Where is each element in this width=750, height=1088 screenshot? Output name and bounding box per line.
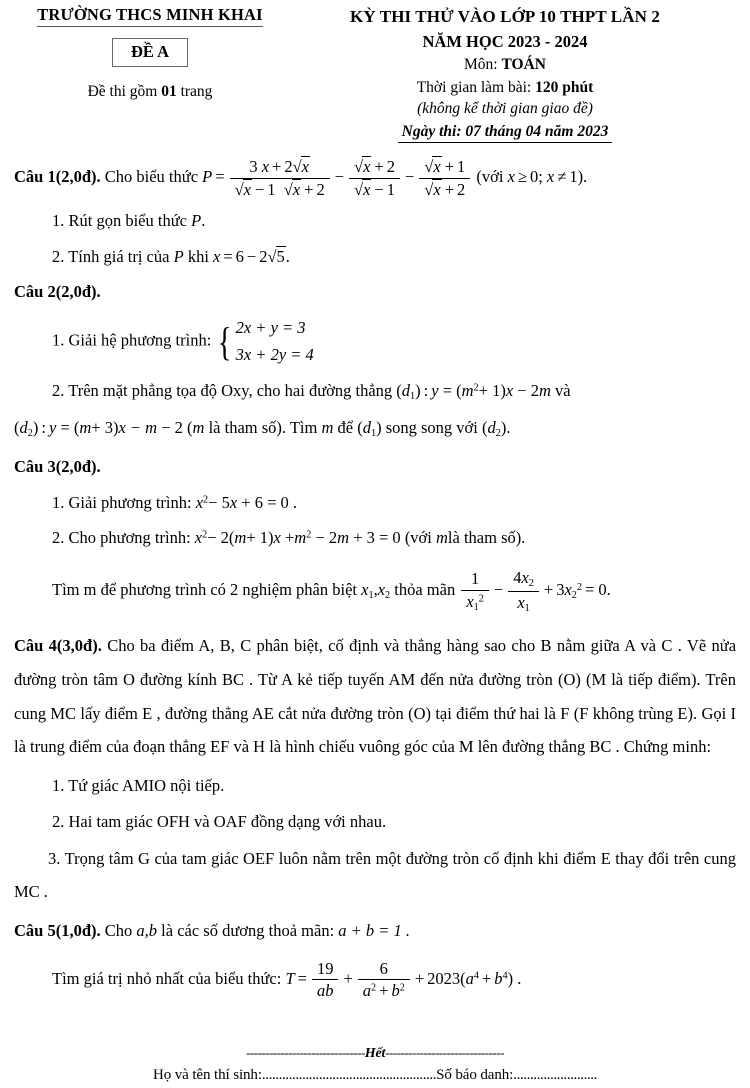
q1-item-1 (14, 208, 736, 235)
q2-d1-letter: d (401, 380, 411, 400)
subject-value: TOÁN (501, 56, 546, 74)
q1-item2-eq: = (223, 246, 233, 266)
q2-param-de: để (337, 418, 354, 438)
q1-f2-den-minus: − (374, 179, 384, 199)
q5-eq: = (297, 968, 307, 988)
q3-eq1-x2: x (229, 492, 238, 512)
q1-f1-den-sqrt2 (284, 180, 301, 199)
q5-ab: a,b (136, 921, 158, 941)
q1-fraction-2 (349, 157, 400, 199)
school-name: TRƯỜNG THCS MINH KHAI (37, 6, 263, 27)
duration-prefix: Thời gian làm bài: (416, 79, 536, 97)
q5-f2-den-plus: + (379, 981, 389, 1001)
q1-cond-ge: ≥ (517, 166, 527, 186)
q1-f3-num-one: 1 (457, 157, 466, 177)
q3-item-2 (14, 525, 736, 552)
q1-f2-den-one: 1 (386, 179, 395, 199)
radical-icon: √ (283, 179, 293, 199)
question-3 (14, 454, 736, 481)
q1-f3-den-sqrt-body: x (433, 179, 441, 199)
q2-item1-text: 1. Giải hệ phương trình: (52, 330, 212, 350)
q2-d2-ref: $(d_2)$ (481, 418, 507, 439)
question-5-label: Câu 5(1,0đ). (14, 921, 101, 941)
q2-end-dot: . (506, 418, 511, 438)
q2-d1-plus1: + 1) (478, 380, 506, 400)
q2-param-text: là tham số). Tìm (208, 418, 318, 438)
exam-body (0, 157, 750, 1001)
q1-f3-num-sqrt (424, 157, 441, 176)
q2-item-2: 2. Trên mặt phẳng tọa độ Oxy, cho hai đường thẳng $(d_1)$ : $y = (m^2+ 1)x - 2m$ và (52, 380, 571, 402)
q1-cond-x1: x (507, 166, 515, 186)
question-2-label: Câu 2(2,0đ). (14, 282, 101, 302)
q2-d1-x: x (505, 380, 514, 400)
q2-d1-ref-sub: 1 (370, 427, 377, 439)
q5-f2-num: 6 (379, 958, 388, 978)
q1-f3-den-sqrt (424, 180, 441, 199)
q1-f1-num-plus: + (272, 157, 282, 177)
q3-eq2-x: x (194, 528, 203, 548)
question-1 (14, 157, 736, 199)
q5-f2-den-a: a (362, 981, 372, 1001)
q1-cond-ne: ≠ (557, 166, 567, 186)
q1-item2-varP: P (173, 246, 184, 266)
q5-intro: Cho (104, 921, 133, 941)
q3-eq2-pow: 2 (202, 530, 208, 542)
q5-find-text: Tìm giá trị nhỏ nhất của biểu thức: (52, 968, 282, 988)
q3-root1: x (361, 580, 369, 600)
q1-f1-den-minus: − (254, 179, 265, 199)
q3-item3-text-b: thỏa mãn (394, 580, 456, 600)
q5-plus-2: + (414, 968, 425, 988)
q3-plus: + (543, 580, 554, 600)
q1-f3-num-plus: + (444, 157, 454, 177)
q3-eq2-c: + (284, 528, 295, 548)
q5-t-b-pow: 4 (502, 970, 508, 982)
q1-fraction-3 (419, 157, 470, 199)
question-1-intro: Cho biểu thức (104, 166, 199, 186)
end-dash-right: ------------------------------- (385, 1045, 504, 1060)
question-1-label: Câu 1(2,0đ). (14, 166, 101, 186)
q3-eq2-pow2: 2 (306, 530, 312, 542)
radical-icon: √ (354, 157, 364, 177)
q3-f1-num: 1 (470, 569, 480, 589)
q2-d2-y: y (48, 418, 57, 438)
q1-var-P: P (202, 166, 213, 186)
q1-f1-sqrt-body: x (301, 157, 309, 177)
radical-icon: √ (234, 179, 244, 199)
end-dash-left: ------------------------------- (246, 1045, 365, 1060)
q1-cond-one: 1). (569, 166, 588, 186)
q2-va: và (555, 380, 571, 400)
q3-cond-text: là tham số). (447, 528, 526, 548)
q5-text: là các số dương thoả mãn: (161, 921, 335, 941)
q4-item-1: 1. Tứ giác AMIO nội tiếp. (52, 776, 225, 796)
q2-d2-minus2: − 2 (161, 418, 183, 438)
q3-eq2-a: − 2( (207, 528, 235, 548)
question-3-label: Câu 3(2,0đ). (14, 456, 101, 476)
q3-eq-zero: = 0. (584, 580, 611, 600)
q3-f2-num-4: 4 (513, 568, 522, 588)
q1-item2-minus: − (246, 246, 257, 266)
q1-f1-den-sqrt1 (235, 180, 252, 199)
header-right-block (300, 6, 750, 143)
q2-d2-minus-m: − m (129, 418, 158, 438)
q2-item-1 (14, 315, 736, 368)
document-footer (0, 1045, 750, 1084)
q3-eq2-m2: m (294, 528, 307, 548)
q5-f2-den-b: b (391, 981, 400, 1001)
q3-t3-sub: 2 (571, 590, 577, 602)
q1-f3-den-two: 2 (457, 179, 466, 199)
q2-d1-m2: m (538, 380, 551, 400)
q3-comma: , (373, 580, 378, 600)
q5-f2-den-b-pow: 2 (399, 983, 405, 995)
q2-param-m: m (192, 418, 205, 438)
q2-system-rows (235, 315, 314, 368)
q5-f1-den: ab (312, 979, 339, 1000)
q2-system-brace (215, 315, 313, 368)
q3-f2-num (508, 568, 539, 591)
q5-expression-line (14, 959, 736, 1001)
q1-f2-denominator (349, 178, 400, 199)
q5-t-a: a (465, 968, 474, 988)
q5-plus-1: + (343, 968, 353, 988)
q1-f1-sqrt-x (293, 157, 310, 176)
q1-item2-dot: . (285, 246, 290, 266)
question-5 (14, 918, 736, 945)
subject-line (300, 56, 710, 74)
q3-f2-den-x: x (517, 592, 525, 612)
q5-t-b: b (494, 968, 503, 988)
candidate-info-line (0, 1067, 750, 1084)
candidate-name-label: Họ và tên thí sinh: (152, 1067, 262, 1083)
q1-item-2 (14, 244, 736, 271)
radical-icon: √ (424, 157, 434, 177)
page-count-prefix: Đề thi gồm (87, 82, 162, 100)
q1-f2-num-plus: + (374, 157, 384, 177)
q3-eq1-rest: − 5 (208, 492, 230, 512)
q5-cond: a + b = 1 . (338, 921, 411, 941)
q3-item-1 (14, 490, 736, 517)
duration-note: (không kể thời gian giao đề) (417, 100, 593, 118)
q1-f1-den-one: 1 (267, 179, 276, 199)
q3-cond-open: (với (404, 528, 432, 548)
question-4-label: Câu 4(3,0đ). (14, 635, 102, 655)
q1-f1-denominator (230, 178, 330, 199)
q1-f1-den-two: 2 (316, 179, 325, 199)
page-count-suffix: trang (176, 82, 213, 100)
q2-d2-sub: 2 (27, 427, 33, 439)
q2-d1-pow: 2 (473, 382, 479, 394)
q1-f3-den-plus: + (444, 179, 454, 199)
exam-date: Ngày thi: 07 tháng 04 năm 2023 (398, 123, 613, 143)
q3-root1-sub: 1 (368, 590, 374, 602)
radical-icon: √ (292, 157, 302, 177)
q1-item2-six: 6 (235, 246, 244, 266)
q5-T: T (285, 968, 295, 988)
exam-title: KỲ THI THỬ VÀO LỚP 10 THPT LẦN 2 (350, 7, 660, 26)
q1-f2-numerator (349, 157, 400, 177)
question-2 (14, 279, 736, 306)
q4-item-3: 3. Trọng tâm G của tam giác OEF luôn nằm trên một đường tròn cố định khi điểm E thay đổi trên cung MC . (14, 848, 736, 902)
brace-icon: { (218, 319, 232, 365)
q3-eq2-x2: x (273, 528, 281, 548)
q1-item1-end: . (201, 211, 206, 231)
q2-d1-m: m (461, 380, 474, 400)
q2-d2-ref-sub: 2 (495, 427, 501, 439)
page-count-line (0, 83, 300, 101)
duration-line (300, 79, 710, 97)
q3-f2-num-sub: 2 (528, 577, 534, 589)
q3-item1-text: 1. Giải phương trình: (52, 492, 192, 512)
q2-d2-x: x (118, 418, 126, 438)
q2-d2-ref-letter: d (487, 418, 496, 438)
q5-fraction-2 (358, 959, 410, 1001)
q1-f1-num-3: 3 (249, 157, 258, 177)
q2-d1-eq: = ( (442, 380, 462, 400)
q1-f2-num-sqrt (354, 157, 371, 176)
q5-t-close: ) . (507, 968, 522, 988)
q5-coef: 2023( (427, 968, 466, 988)
q1-fraction-1 (230, 157, 330, 199)
q1-f2-den-sqrt-body: x (363, 179, 371, 199)
q1-item2-two: 2 (259, 246, 268, 266)
q1-f2-num-sqrt-body: x (363, 157, 371, 177)
q3-fraction-2 (508, 568, 539, 615)
end-marker-text: Hết (364, 1046, 386, 1061)
q3-eq1-end: + 6 = 0 . (241, 492, 298, 512)
q1-item2-x: x (213, 246, 221, 266)
q3-minus: − (493, 580, 504, 600)
q3-item2-text: 2. Cho phương trình: (52, 528, 191, 548)
q5-t-a-pow: 4 (473, 970, 479, 982)
q2-d2-label: $(d_2)$ (14, 418, 39, 439)
document-header (0, 0, 750, 143)
duration-value: 120 phút (535, 79, 594, 97)
q3-eq2-m3: m (337, 528, 350, 548)
q1-f2-num-two: 2 (386, 157, 395, 177)
q1-item2-sqrt5 (267, 244, 285, 271)
q2-system-row-2: 3x + 2y = 4 (235, 344, 314, 364)
q3-eq1-x: x (195, 492, 204, 512)
q3-f1-den (461, 590, 489, 614)
q1-f3-numerator (419, 157, 470, 177)
q1-cond-zero: 0; (529, 166, 543, 186)
q2-d1-ref-letter: d (362, 418, 371, 438)
q2-item-2-cont: $(d_2)$ : y = (m+ 3)x − m − 2 (m là tham số). Tìm m để $(d_1)$ song song với $(d_2)$. (14, 418, 511, 439)
end-marker-line (0, 1045, 750, 1062)
q4-item-2: 2. Hai tam giác OFH và OAF đồng dạng với nhau. (52, 811, 387, 831)
candidate-name-dots: .................................................... (261, 1067, 437, 1083)
q1-f1-num-x: x (261, 157, 270, 177)
q1-item1-text: 1. Rút gọn biểu thức (52, 211, 187, 231)
q1-condition-open: (với (476, 166, 504, 186)
q1-f1-numerator (230, 157, 330, 177)
q2-d1-ref: $(d_1)$ (357, 418, 382, 439)
q1-f1-den-sqrt2-body: x (292, 179, 301, 199)
q1-f3-denominator (419, 178, 470, 199)
q3-t3-x: x (564, 580, 572, 600)
page-count-value: 01 (161, 82, 177, 100)
q1-equals: = (215, 166, 225, 186)
q3-f1-den-sub: 1 (473, 601, 479, 613)
q1-item1-var: P (191, 211, 202, 231)
q3-eq2-d: − 2 (315, 528, 338, 548)
q3-root2-sub: 2 (385, 590, 391, 602)
q1-f2-den-sqrt (354, 180, 371, 199)
q5-f2-den-a-pow: 2 (371, 983, 377, 995)
radical-icon: √ (424, 179, 434, 199)
q2-system-row-1: 2x + y = 3 (235, 318, 306, 338)
q3-f2-den (508, 591, 539, 615)
q3-f2-num-x: x (521, 568, 529, 588)
q1-minus-2: − (404, 166, 415, 186)
q3-item-3 (14, 568, 736, 615)
school-year: NĂM HỌC 2023 - 2024 (422, 32, 588, 52)
candidate-number-dots: ......................... (513, 1067, 598, 1083)
q1-f3-num-sqrt-body: x (433, 157, 441, 177)
q1-f1-den-sqrt1-body: x (243, 179, 251, 199)
q2-item2-text: 2. Trên mặt phẳng tọa độ Oxy, cho hai đường thẳng (52, 380, 393, 400)
question-4 (14, 629, 736, 764)
q2-param-open: ( (187, 418, 193, 438)
q2-d2-letter: d (19, 418, 28, 438)
q2-d2-plus3: + 3) (91, 418, 119, 438)
q3-cond-m: m (436, 528, 448, 548)
q2-d2-eq: = ( (60, 418, 80, 438)
q1-f1-num-2: 2 (284, 157, 293, 177)
q5-f2-den (358, 979, 410, 1000)
q5-fraction-1 (312, 959, 339, 1001)
q3-f1-den-x: x (466, 591, 474, 611)
q2-param-m2: m (321, 418, 334, 438)
candidate-number-label: Số báo danh: (436, 1067, 514, 1083)
q3-t3-pow: 2 (576, 581, 582, 593)
q1-item2-khi: khi (187, 246, 209, 266)
exam-code-box: ĐỀ A (112, 38, 188, 67)
q3-f2-den-sub: 1 (524, 602, 530, 614)
q2-d1-minus: − 2 (517, 380, 539, 400)
q5-t-plus: + (481, 968, 492, 988)
q1-cond-x2: x (546, 166, 555, 186)
q3-eq1-pow: 2 (203, 494, 209, 506)
q3-t3-coef: 3 (556, 580, 565, 600)
q3-root2: x (377, 580, 386, 600)
q1-item2-text: 2. Tính giá trị của (52, 246, 170, 266)
q3-item3-text-a: Tìm m để phương trình có 2 nghiệm phân biệt (52, 580, 357, 600)
q1-minus-1: − (334, 166, 345, 186)
radical-icon: √ (354, 179, 364, 199)
q2-songsong: song song với (385, 418, 478, 438)
q3-f1-den-pow: 2 (478, 593, 484, 605)
q2-d2-m: m (79, 418, 92, 438)
q2-d1-label: $(d_1)$ (396, 380, 421, 402)
q3-fraction-1 (461, 569, 489, 613)
q3-eq2-m: m (234, 528, 247, 548)
question-4-text: Cho ba điểm A, B, C phân biệt, cố định và thẳng hàng sao cho B nằm giữa A và C . Vẽ nửa đường tròn tâm O đường kính BC . Từ A kẻ tiếp tuyến AM đến nửa đường tròn (O) (M là tiếp điểm). Trên cung MC lấy điểm E , đường thẳng AE cắt nửa đường tròn (O) tại điểm thứ hai là F (F không trùng E). Gọi I là trung điểm của đoạn thẳng EF và H là hình chiếu vuông góc của M lên đường thẳng BC . Chứng minh: (14, 635, 737, 757)
q2-d1-sub: 1 (410, 390, 416, 402)
q2-d1-y: y (431, 380, 439, 400)
header-left-block (0, 6, 300, 143)
q1-item2-five: 5 (276, 246, 285, 266)
q1-f1-den-plus: + (304, 179, 314, 199)
q3-eq2-e: + 3 = 0 (353, 528, 401, 548)
q3-eq2-b: + 1) (246, 528, 274, 548)
radical-icon: √ (267, 246, 277, 266)
q5-f1-num: 19 (316, 958, 334, 978)
subject-prefix: Môn: (464, 56, 502, 74)
